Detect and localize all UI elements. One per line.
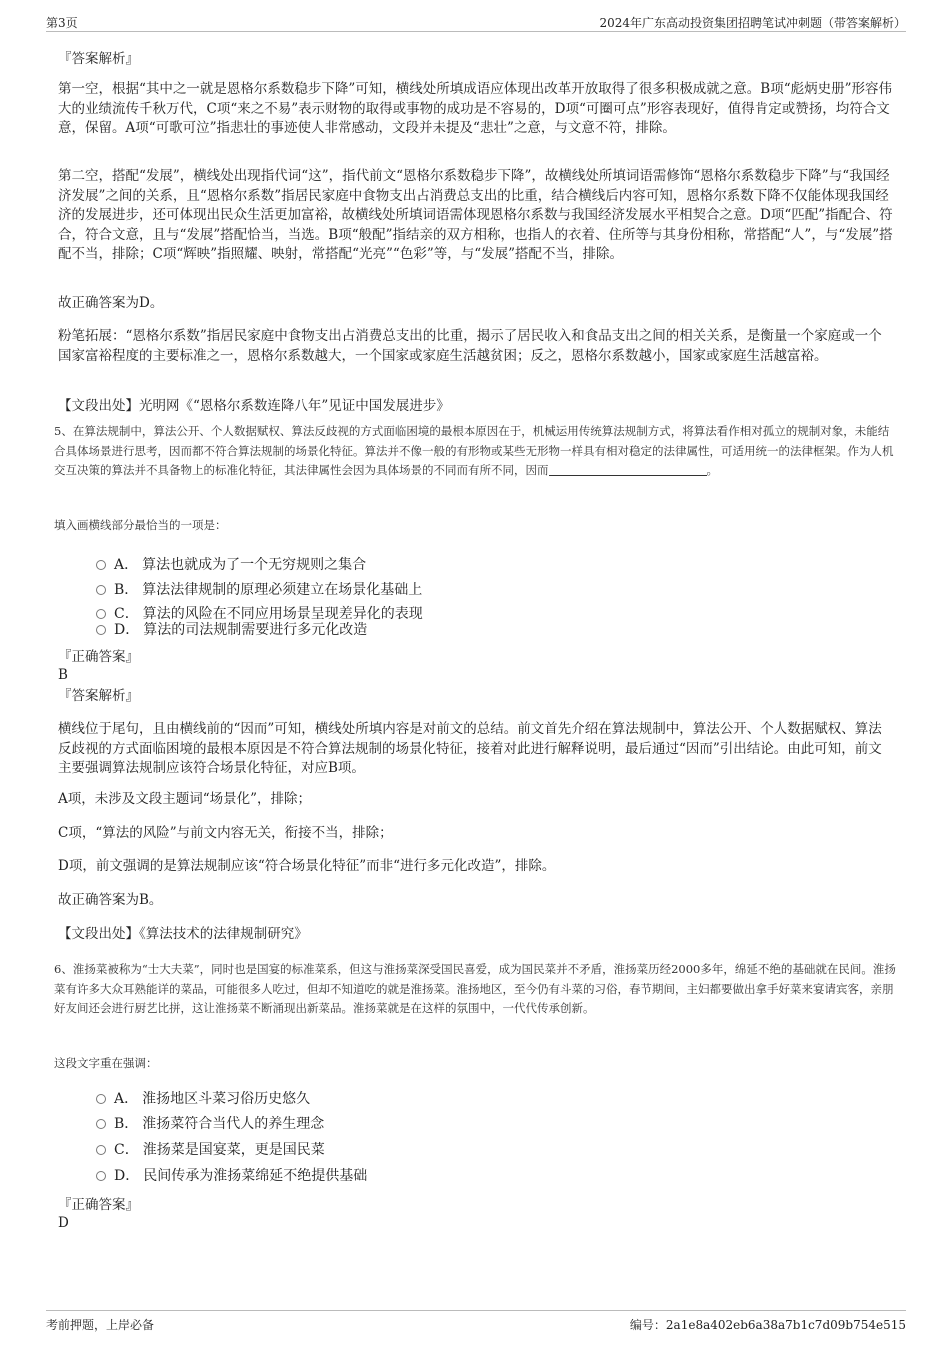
- radio-icon[interactable]: [96, 609, 106, 619]
- radio-icon[interactable]: [96, 625, 106, 635]
- document-title: 2024年广东高动投资集团招聘笔试冲刺题（带答案解析）: [599, 16, 906, 30]
- radio-icon[interactable]: [96, 1145, 106, 1155]
- q5-answer: B: [58, 667, 68, 683]
- q6-stem: 6、淮扬菜被称为“士大夫菜”，同时也是国宴的标准菜系，但这与淮扬菜深受国民喜爱，成为国民菜并不矛盾，淮扬菜历经2000多年，绵延不绝的基础就在民间。淮扬菜有许多大众耳熟能详的菜品，可能很多人吃过，但却不知道吃的就是淮扬菜。淮扬地区，至今仍有斗菜的习俗，春节期间，主妇都要做出拿手好菜来宴请宾客，亲朋好友间还会进行厨艺比拼，这让淮扬菜不断涌现出新菜品。淮扬菜就是在这样的氛围中，一代代传承创新。: [54, 962, 896, 1015]
- q5-source: 【文段出处】《算法技术的法律规制研究》: [58, 926, 308, 942]
- q6-option-b[interactable]: B． 淮扬菜符合当代人的养生理念: [96, 1114, 324, 1134]
- document-code: 编号：2a1e8a402eb6a38a7b1c7d09b754e515: [629, 1318, 906, 1332]
- footer-slogan: 考前押题，上岸必备: [46, 1318, 155, 1332]
- q6-option-c[interactable]: C． 淮扬菜是国宴菜，更是国民菜: [96, 1140, 325, 1160]
- q5-option-c[interactable]: C． 算法的风险在不同应用场景呈现差异化的表现: [96, 604, 423, 624]
- q6-option-d[interactable]: D． 民间传承为淮扬菜绵延不绝提供基础: [96, 1166, 367, 1186]
- radio-icon[interactable]: [96, 585, 106, 595]
- q5-analysis-label: 『答案解析』: [58, 688, 139, 704]
- q5-answer-line: 故正确答案为B。: [58, 892, 163, 908]
- q5-prompt: 填入画横线部分最恰当的一项是：: [54, 518, 227, 532]
- page-number: 第3页: [46, 16, 78, 30]
- page-footer: [46, 1310, 906, 1334]
- q5-stem: 5、在算法规制中，算法公开、个人数据赋权、算法反歧视的方式面临困境的最根本原因在于，机械运用传统算法规制方式，将算法看作相对孤立的规制对象，未能结合具体场景进行思考，因而都不符合算法规制的场景化特征。算法并不像一般的有形物或某些无形物一样具有相对稳定的法律属性，可适用统一的法律框架。作为人机交互决策的算法并不具备物上的标准化特征，其法律属性会因为具体场景的不同而有所不同，因而 。: [54, 424, 894, 477]
- page-header: [46, 12, 906, 32]
- q6-answer: D: [58, 1215, 69, 1231]
- q5-analysis-p3: C项，“算法的风险”与前文内容无关，衔接不当，排除；: [58, 825, 393, 841]
- q5-answer-label: 『正确答案』: [58, 649, 139, 665]
- q6-option-a[interactable]: A． 淮扬地区斗菜习俗历史悠久: [96, 1089, 310, 1109]
- radio-icon[interactable]: [96, 560, 106, 570]
- prev-analysis-p1: 第一空，根据“其中之一就是恩格尔系数稳步下降”可知，横线处所填成语应体现出改革开放取得了很多积极成就之意。B项“彪炳史册”形容伟大的业绩流传千秋万代，C项“来之不易”表示财物的取得或事物的成功是不容易的，D项“可圈可点”形容表现好，值得肯定或赞扬，均符合文意，保留。A项“可歌可泣”指悲壮的事迹使人非常感动，文段并未提及“悲壮”之意，与文意不符，排除。: [58, 81, 893, 136]
- q5-option-d[interactable]: D． 算法的司法规制需要进行多元化改造: [96, 620, 367, 640]
- fill-blank: [549, 464, 707, 476]
- prev-source: 【文段出处】光明网《“恩格尔系数连降八年”见证中国发展进步》: [58, 398, 450, 414]
- q6-prompt: 这段文字重在强调：: [54, 1056, 158, 1070]
- radio-icon[interactable]: [96, 1119, 106, 1129]
- radio-icon[interactable]: [96, 1171, 106, 1181]
- q5-analysis-p4: D项，前文强调的是算法规制应该“符合场景化特征”而非“进行多元化改造”，排除。: [58, 858, 556, 874]
- prev-analysis-label: 『答案解析』: [58, 51, 139, 67]
- prev-answer-line: 故正确答案为D。: [58, 295, 164, 311]
- radio-icon[interactable]: [96, 1094, 106, 1104]
- q5-analysis-p2: A项，未涉及文段主题词“场景化”，排除；: [58, 791, 312, 807]
- prev-extension: 粉笔拓展：“恩格尔系数”指居民家庭中食物支出占消费总支出的比重，揭示了居民收入和食品支出之间的相关关系，是衡量一个家庭或一个国家富裕程度的主要标准之一，恩格尔系数越大，一个国家或家庭生活越贫困；反之，恩格尔系数越小，国家或家庭生活越富裕。: [58, 328, 882, 364]
- q5-analysis-p1: 横线位于尾句，且由横线前的“因而”可知，横线处所填内容是对前文的总结。前文首先介绍在算法规制中，算法公开、个人数据赋权、算法反歧视的方式面临困境的最根本原因是不符合算法规制的场景化特征，接着对此进行解释说明，最后通过“因而”引出结论。由此可知，前文主要强调算法规制应该符合场景化特征，对应B项。: [58, 721, 882, 776]
- q5-option-a[interactable]: A． 算法也就成为了一个无穷规则之集合: [96, 555, 366, 575]
- prev-analysis-p2: 第二空，搭配“发展”，横线处出现指代词“这”，指代前文“恩格尔系数稳步下降”，故横线处所填词语需修饰“恩格尔系数稳步下降”与“我国经济发展”之间的关系，且“恩格尔系数”指居民家庭中食物支出占消费总支出的比重，结合横线后内容可知，恩格尔系数下降不仅能体现我国经济的发展进步，还可体现出民众生活更加富裕，故横线处所填词语需体现恩格尔系数与我国经济发展水平相契合之意。D项“匹配”指配合、符合，符合文意，且与“发展”搭配恰当，当选。B项“般配”指结亲的双方相称，也指人的衣着、住所等与其身份相称，常搭配“人”，与“发展”搭配不当，排除；C项“辉映”指照耀、映射，常搭配“光亮”“色彩”等，与“发展”搭配不当，排除。: [58, 168, 893, 262]
- q5-option-b[interactable]: B． 算法法律规制的原理必须建立在场景化基础上: [96, 580, 422, 600]
- q6-answer-label: 『正确答案』: [58, 1197, 139, 1213]
